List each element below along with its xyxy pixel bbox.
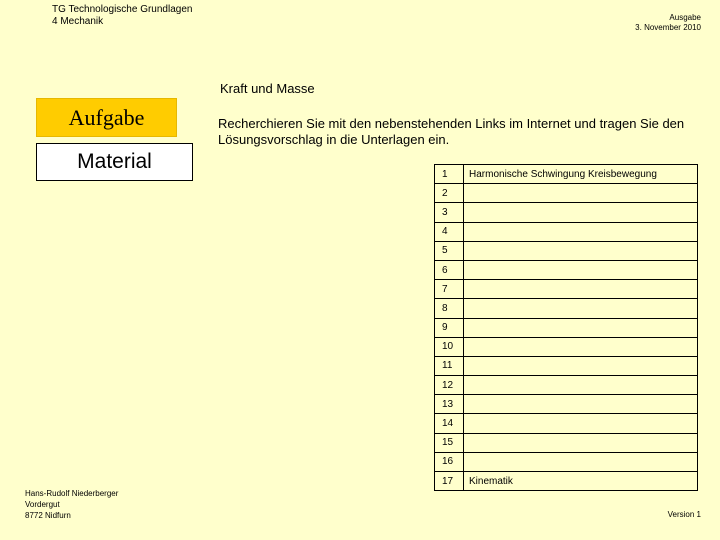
link-number: 10	[435, 337, 464, 356]
edition-date: 3. November 2010	[635, 23, 701, 32]
material-button[interactable]: Material	[36, 143, 193, 181]
link-number: 4	[435, 222, 464, 241]
link-row	[435, 241, 698, 260]
link-row	[435, 299, 698, 318]
author-address: Vordergut	[25, 500, 60, 509]
link-row	[435, 184, 698, 203]
author-city: 8772 Nidfurn	[25, 511, 71, 520]
course-title: TG Technologische Grundlagen	[52, 4, 193, 15]
edition-label: Ausgabe	[669, 13, 701, 22]
page-title: Kraft und Masse	[220, 81, 315, 96]
link-text	[464, 414, 698, 433]
link-text	[464, 280, 698, 299]
link-row	[435, 414, 698, 433]
link-number: 5	[435, 241, 464, 260]
link-text	[464, 184, 698, 203]
link-text	[464, 299, 698, 318]
link-number: 13	[435, 395, 464, 414]
link-text	[464, 433, 698, 452]
link-row	[435, 203, 698, 222]
link-row	[435, 376, 698, 395]
link-row	[435, 318, 698, 337]
link-text	[464, 337, 698, 356]
author-block	[25, 488, 118, 521]
link-text	[464, 241, 698, 260]
link-number: 12	[435, 376, 464, 395]
link-text	[464, 260, 698, 279]
link-text	[464, 376, 698, 395]
link-number: 16	[435, 452, 464, 471]
link-number: 17	[435, 472, 464, 491]
link-text	[464, 395, 698, 414]
link-number: 11	[435, 356, 464, 375]
link-row	[435, 222, 698, 241]
header-right	[635, 13, 701, 33]
link-row	[435, 337, 698, 356]
link-number: 9	[435, 318, 464, 337]
link-text	[464, 318, 698, 337]
link-text	[464, 356, 698, 375]
chapter-title: 4 Mechanik	[52, 16, 104, 27]
version-label: Version 1	[667, 510, 701, 519]
aufgabe-button[interactable]: Aufgabe	[36, 98, 177, 137]
author-name: Hans-Rudolf Niederberger	[25, 489, 119, 498]
link-number: 2	[435, 184, 464, 203]
link-row	[435, 280, 698, 299]
header-left	[52, 4, 192, 28]
link-text[interactable]: Harmonische Schwingung Kreisbewegung	[464, 165, 698, 184]
link-row	[435, 356, 698, 375]
link-row	[435, 472, 698, 491]
link-row	[435, 433, 698, 452]
link-number: 8	[435, 299, 464, 318]
link-row	[435, 165, 698, 184]
link-text[interactable]: Kinematik	[464, 472, 698, 491]
link-number: 1	[435, 165, 464, 184]
link-row	[435, 452, 698, 471]
link-number: 7	[435, 280, 464, 299]
instruction-text: Recherchieren Sie mit den nebenstehenden Links im Internet und tragen Sie den Lösungsvorschlag in die Unterlagen ein.	[218, 116, 685, 147]
link-number: 14	[435, 414, 464, 433]
link-number: 15	[435, 433, 464, 452]
link-text	[464, 452, 698, 471]
link-row	[435, 260, 698, 279]
links-table	[434, 164, 698, 491]
link-text	[464, 203, 698, 222]
link-row	[435, 395, 698, 414]
link-number: 3	[435, 203, 464, 222]
link-text	[464, 222, 698, 241]
link-number: 6	[435, 260, 464, 279]
